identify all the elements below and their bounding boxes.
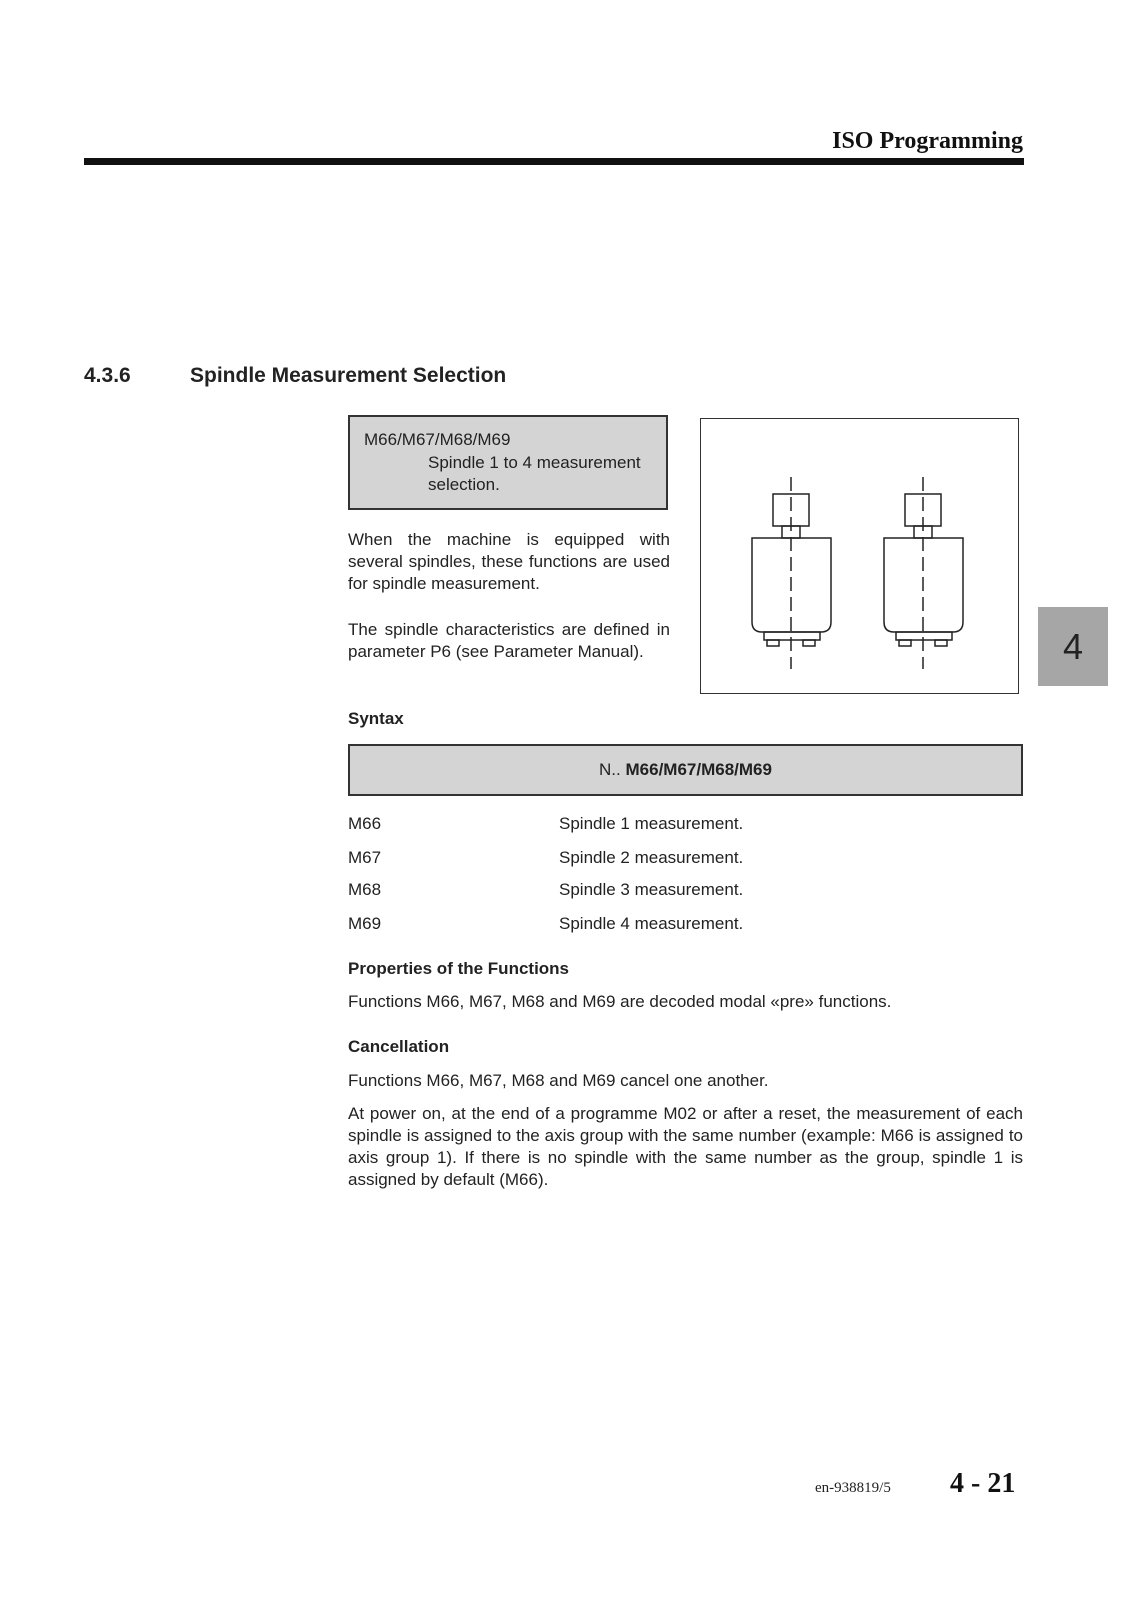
function-code: M67 [348, 848, 382, 867]
section-number: 4.3.6 [84, 364, 131, 387]
function-description: Spindle 1 to 4 measurement selection. [428, 453, 641, 494]
document-reference: en-938819/5 [815, 1480, 891, 1496]
function-row [348, 848, 1028, 872]
function-code: M69 [348, 914, 382, 933]
spindle-1-icon [752, 477, 831, 669]
function-codes: M66/M67/M68/M69 [364, 430, 511, 449]
function-code: M66 [348, 814, 382, 833]
function-row [348, 914, 1028, 938]
function-summary-box [348, 415, 668, 510]
function-row [348, 814, 1028, 838]
header-rule [84, 158, 1024, 165]
running-header-title: ISO Programming [832, 128, 1023, 154]
section-title: Spindle Measurement Selection [190, 364, 507, 387]
function-code: M68 [348, 880, 382, 899]
properties-heading: Properties of the Functions [348, 959, 570, 978]
function-text: Spindle 3 measurement. [559, 880, 744, 899]
cancellation-text-2: At power on, at the end of a programme M02 or after a reset, the measurement of each spindle is assigned to the axis group with the same number (example: M66 is assigned to axis group 1). If there is no spindle with the same number as the group, spindle 1 is assigned by default (M66). [348, 1104, 1023, 1189]
function-text: Spindle 4 measurement. [559, 914, 744, 933]
function-text: Spindle 1 measurement. [559, 814, 744, 833]
syntax-heading: Syntax [348, 709, 404, 728]
chapter-tab: 4 [1038, 607, 1108, 686]
intro-paragraph-1: When the machine is equipped with several spindles, these functions are used for spindle measurement. [348, 530, 670, 593]
syntax-codes: M66/M67/M68/M69 [625, 760, 772, 779]
intro-paragraph-2: The spindle characteristics are defined in parameter P6 (see Parameter Manual). [348, 620, 670, 661]
page-number: 4 - 21 [950, 1468, 1016, 1499]
cancellation-text-1: Functions M66, M67, M68 and M69 cancel one another. [348, 1071, 769, 1090]
spindle-2-icon [884, 477, 963, 669]
spindles-drawing [701, 419, 1017, 692]
function-row [348, 880, 1028, 904]
function-text: Spindle 2 measurement. [559, 848, 744, 867]
spindle-illustration [700, 418, 1019, 694]
syntax-box [348, 744, 1023, 796]
properties-text: Functions M66, M67, M68 and M69 are decoded modal «pre» functions. [348, 992, 892, 1011]
cancellation-heading: Cancellation [348, 1037, 450, 1056]
syntax-prefix: N.. [599, 760, 621, 779]
